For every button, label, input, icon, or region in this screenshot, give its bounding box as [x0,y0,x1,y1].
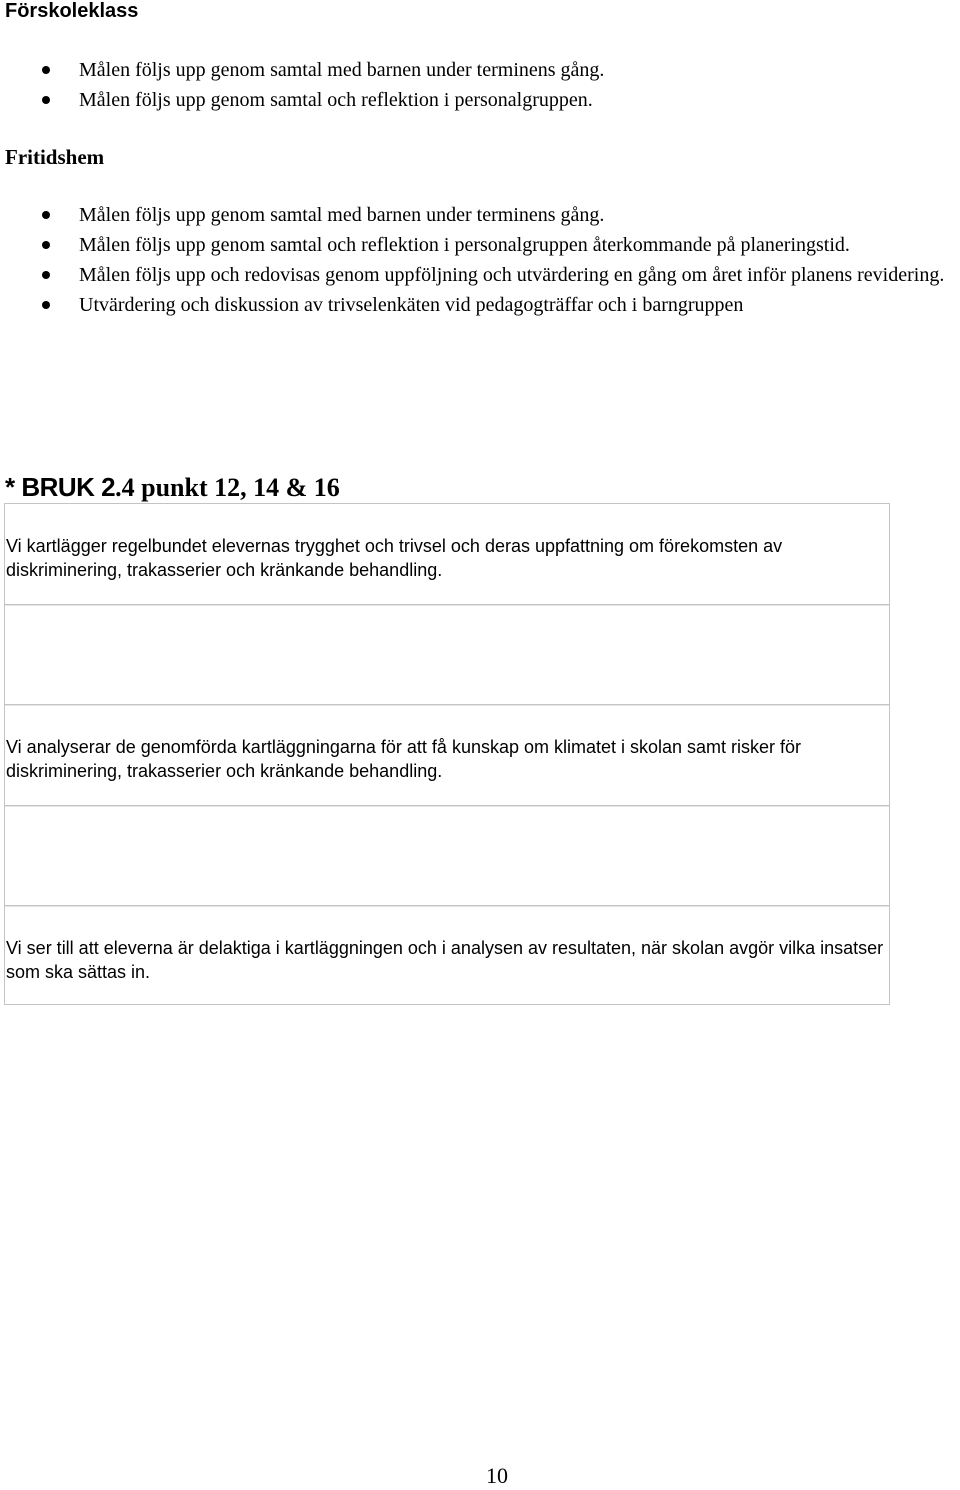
page-number: 10 [486,1463,508,1488]
fritidshem-list [0,200,960,320]
list-item [0,260,960,290]
list-item [0,200,960,230]
table-row: Vi analyserar de genomförda kartläggningarna för att få kunskap om klimatet i skolan samt risker för diskriminering, trakasserier och kränkande behandling. [5,705,889,806]
bullet-icon [42,301,50,309]
section-heading-forskoleklass: Förskoleklass [5,0,139,22]
list-item [0,230,960,260]
bullet-icon [42,96,50,104]
list-item-text: Utvärdering och diskussion av trivselenkäten vid pedagogträffar och i barngruppen [79,294,744,316]
table-row: Vi ser till att eleverna är delaktiga i kartläggningen och i analysen av resultaten, när skolan avgör vilka insatser som ska sättas in. [6,938,884,982]
list-item [0,55,960,85]
list-item-text: Målen följs upp genom samtal och reflektion i personalgruppen. [79,89,593,111]
list-item-text: Målen följs upp genom samtal med barnen under terminens gång. [79,59,605,81]
bullet-icon [42,241,50,249]
table-row [5,605,889,705]
table-row: Vi kartlägger regelbundet elevernas trygghet och trivsel och deras uppfattning om förekomsten av diskriminering, trakasserier och kränkande behandling. [5,504,889,605]
bullet-icon [42,211,50,219]
bruk-heading-suffix: .4 punkt 12, 14 & 16 [115,473,340,502]
forskoleklass-list [0,55,960,115]
list-item-text: Målen följs upp genom samtal och reflektion i personalgruppen återkommande på planeringstid. [79,234,850,256]
bruk-heading [5,470,340,505]
section-heading-fritidshem: Fritidshem [5,145,105,169]
bullet-icon [42,66,50,74]
list-item [0,290,960,320]
table-row [5,806,889,906]
list-item-text: Målen följs upp och redovisas genom uppföljning och utvärdering en gång om året inför planens revidering. [79,264,945,286]
bruk-heading-prefix: * BRUK 2 [5,472,116,502]
list-item-text: Målen följs upp genom samtal med barnen under terminens gång. [79,204,605,226]
measures-table [4,503,890,1005]
list-item [0,85,960,115]
bullet-icon [42,271,50,279]
